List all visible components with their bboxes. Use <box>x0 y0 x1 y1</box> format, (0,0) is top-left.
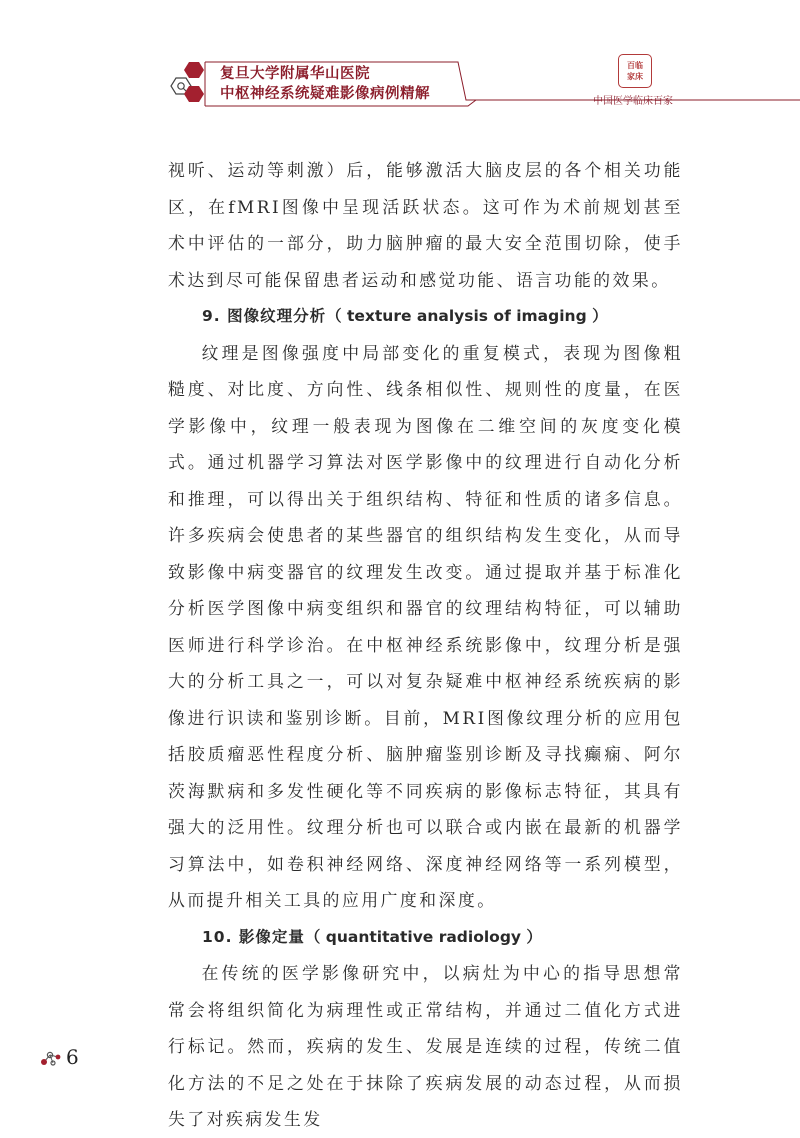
seal-text-bottom: 家床 <box>627 72 643 81</box>
page-number: 6 <box>66 1045 79 1069</box>
hexagon-logo-icon <box>168 58 214 104</box>
page-body <box>168 152 683 1138</box>
seal-stamp-icon <box>618 54 652 88</box>
heading-10-english: （ quantitative radiology ） <box>304 927 542 946</box>
book-title <box>220 64 430 104</box>
page-footer <box>38 1042 79 1072</box>
series-brand: 中国医学临床百家 <box>593 96 673 107</box>
seal-text-top: 百临 <box>627 61 643 70</box>
paragraph-2: 纹理是图像强度中局部变化的重复模式，表现为图像粗糙度、对比度、方向性、线条相似性、规则性的度量，在医学影像中，纹理一般表现为图像在二维空间的灰度变化模式。通过机器学习算法对医学影像中的纹理进行自动化分析和推理，可以得出关于组织结构、特征和性质的诸多信息。许多疾病会使患者的某些器官的组织结构发生变化，从而导致影像中病变器官的纹理发生改变。通过提取并基于标准化分析医学图像中病变组织和器官的纹理结构特征，可以辅助医师进行科学诊治。在中枢神经系统影像中，纹理分析是强大的分析工具之一，可以对复杂疑难中枢神经系统疾病的影像进行识读和鉴别诊断。目前，MRI图像纹理分析的应用包括胶质瘤恶性程度分析、脑肿瘤鉴别诊断及寻找癫痫、阿尔茨海默病和多发性硬化等不同疾病的影像标志特征，其具有强大的泛用性。纹理分析也可以联合或内嵌在最新的机器学习算法中，如卷积神经网络、深度神经网络等一系列模型，从而提升相关工具的应用广度和深度。 <box>168 342 683 910</box>
page-header <box>0 0 800 110</box>
heading-9-english: （ texture analysis of imaging ） <box>326 307 608 325</box>
molecule-icon <box>38 1044 64 1070</box>
section-heading-9 <box>168 298 683 335</box>
paragraph-1: 视听、运动等刺激）后，能够激活大脑皮层的各个相关功能区，在fMRI图像中呈现活跃状态。这可作为术前规划甚至术中评估的一部分，助力脑肿瘤的最大安全范围切除，使手术达到尽可能保留患者运动和感觉功能、语言功能的效果。 <box>168 160 683 290</box>
paragraph-3: 在传统的医学影像研究中，以病灶为中心的指导思想常常会将组织简化为病理性或正常结构，并通过二值化方式进行标记。然而，疾病的发生、发展是连续的过程，传统二值化方法的不足之处在于抹除了疾病发展的动态过程，从而损失了对疾病发生发 <box>168 963 683 1129</box>
section-heading-10 <box>168 919 683 956</box>
heading-9-chinese: 9. 图像纹理分析 <box>202 307 327 325</box>
heading-10-chinese: 10. 影像定量 <box>202 927 305 946</box>
book-subtitle: 中枢神经系统疑难影像病例精解 <box>220 86 430 102</box>
hospital-name: 复旦大学附属华山医院 <box>220 66 370 82</box>
